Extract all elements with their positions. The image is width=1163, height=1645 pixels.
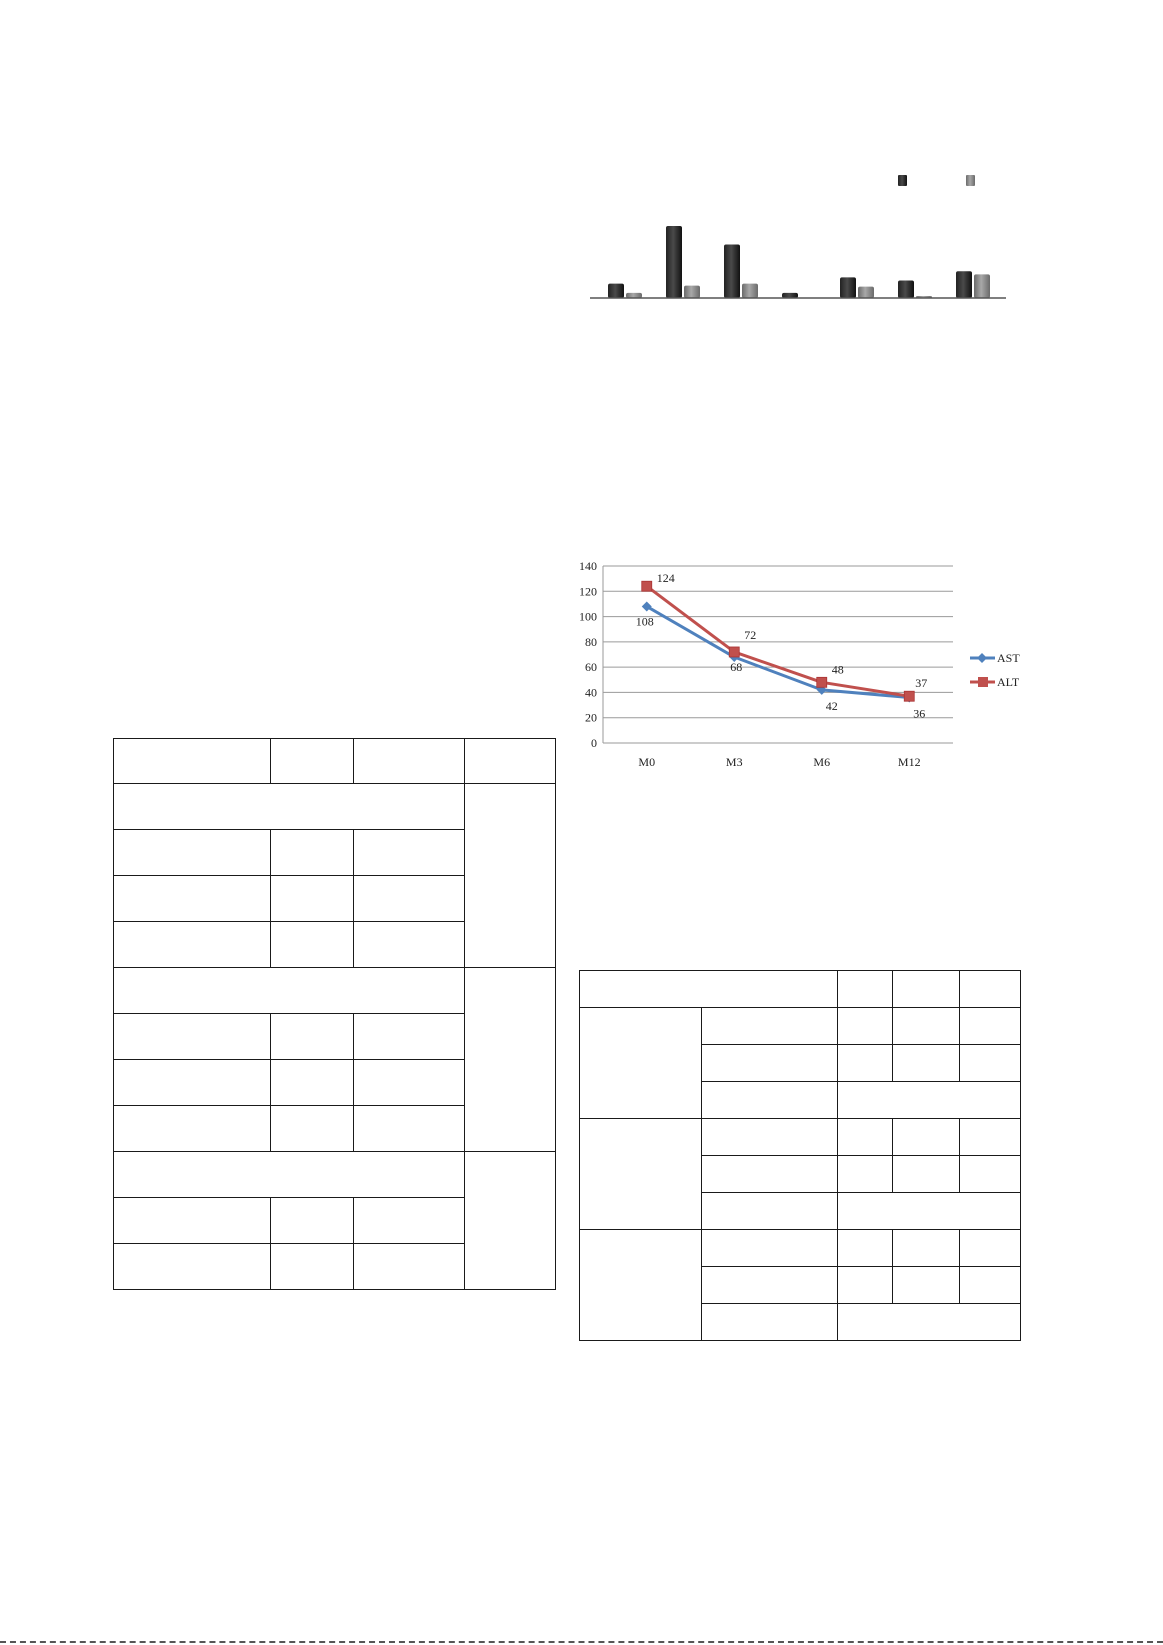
table-cell (580, 1119, 702, 1230)
page-bottom-rule (0, 1641, 1163, 1643)
bar (666, 226, 682, 298)
table-cell (114, 830, 271, 876)
table-cell (114, 739, 271, 784)
legend-label: ALT (997, 675, 1020, 689)
bar (724, 245, 740, 298)
y-tick-label: 80 (585, 634, 597, 649)
line-chart (555, 550, 1035, 775)
table-cell (271, 1060, 354, 1106)
y-tick-label: 60 (585, 660, 597, 675)
table-cell (838, 1193, 1021, 1230)
table-cell (271, 1198, 354, 1244)
table-cell (702, 1008, 838, 1045)
table-cell (354, 1060, 465, 1106)
table-cell (580, 971, 838, 1008)
x-tick-label: M6 (813, 755, 831, 769)
table-cell (838, 1008, 893, 1045)
table-cell (838, 1082, 1021, 1119)
legend-marker (978, 677, 988, 687)
table-cell (838, 1304, 1021, 1341)
table-cell (114, 1244, 271, 1290)
table-cell (354, 1244, 465, 1290)
y-tick-label: 40 (585, 685, 597, 700)
table-cell (838, 1230, 893, 1267)
table-cell (838, 1119, 893, 1156)
bar (956, 271, 972, 298)
y-tick-label: 20 (585, 710, 597, 725)
table-cell (893, 1267, 960, 1304)
table-cell (114, 1060, 271, 1106)
table-cell (838, 1267, 893, 1304)
bar (782, 293, 798, 298)
table-cell (271, 1244, 354, 1290)
legend-swatch (898, 175, 907, 186)
table-row (580, 1008, 1021, 1045)
table-cell (702, 1045, 838, 1082)
table-cell (838, 1156, 893, 1193)
y-tick-label: 100 (579, 609, 597, 624)
bar-chart (560, 160, 1020, 310)
data-label: 72 (744, 627, 757, 642)
data-label: 36 (913, 706, 926, 721)
data-point (729, 647, 739, 657)
table-cell (702, 1156, 838, 1193)
table-cell (960, 1156, 1021, 1193)
table-cell (465, 784, 556, 968)
table-cell (114, 1106, 271, 1152)
table-cell (465, 739, 556, 784)
table-cell (114, 784, 465, 830)
table-row (114, 784, 556, 830)
table-cell (271, 830, 354, 876)
table-cell (893, 1230, 960, 1267)
legend-swatch (966, 175, 975, 186)
table-row (580, 971, 1021, 1008)
table-cell (271, 739, 354, 784)
table-cell (580, 1230, 702, 1341)
table-cell (893, 1008, 960, 1045)
table-cell (960, 1119, 1021, 1156)
y-tick-label: 140 (579, 559, 597, 573)
table-cell (354, 1014, 465, 1060)
bar (840, 277, 856, 298)
data-label: 37 (915, 676, 928, 691)
table-cell (702, 1230, 838, 1267)
series-line-alt (647, 586, 910, 696)
table-cell (271, 1106, 354, 1152)
data-point (642, 581, 652, 591)
table-cell (114, 876, 271, 922)
table-cell (580, 1008, 702, 1119)
table-cell (702, 1119, 838, 1156)
bar (974, 274, 990, 298)
table-cell (271, 876, 354, 922)
table-cell (114, 1198, 271, 1244)
table-row (580, 1119, 1021, 1156)
table-cell (702, 1304, 838, 1341)
table-cell (114, 922, 271, 968)
bar (626, 293, 642, 298)
table-cell (702, 1267, 838, 1304)
table-cell (893, 1045, 960, 1082)
data-label: 108 (635, 614, 654, 629)
table-cell (114, 1014, 271, 1060)
table-cell (354, 739, 465, 784)
left-table (113, 738, 556, 1290)
right-table (579, 970, 1021, 1341)
table-cell (465, 968, 556, 1152)
series-line-ast (647, 606, 910, 697)
legend-marker (977, 653, 987, 663)
legend-label: AST (997, 651, 1020, 665)
bar (684, 286, 700, 298)
data-point (817, 677, 827, 687)
table-cell (354, 922, 465, 968)
table-row (114, 968, 556, 1014)
x-tick-label: M0 (638, 755, 656, 769)
table-cell (960, 1008, 1021, 1045)
table-row (114, 739, 556, 784)
data-label: 68 (730, 660, 743, 675)
bar (608, 284, 624, 298)
table-cell (838, 1045, 893, 1082)
table-cell (893, 1119, 960, 1156)
table-cell (354, 830, 465, 876)
data-point (904, 691, 914, 701)
y-tick-label: 0 (591, 736, 597, 750)
x-tick-label: M12 (897, 755, 921, 769)
table-cell (893, 1156, 960, 1193)
table-cell (960, 1267, 1021, 1304)
table-row (580, 1230, 1021, 1267)
table-cell (354, 876, 465, 922)
table-cell (271, 922, 354, 968)
table-row (114, 1152, 556, 1198)
bar (858, 287, 874, 298)
table-cell (838, 971, 893, 1008)
table-cell (354, 1198, 465, 1244)
table-cell (271, 1014, 354, 1060)
table-cell (702, 1193, 838, 1230)
table-cell (960, 1230, 1021, 1267)
table-cell (960, 1045, 1021, 1082)
table-cell (702, 1082, 838, 1119)
data-label: 42 (825, 698, 838, 713)
table-cell (114, 968, 465, 1014)
x-tick-label: M3 (725, 755, 743, 769)
y-tick-label: 120 (579, 584, 597, 599)
bar (742, 284, 758, 298)
table-cell (465, 1152, 556, 1290)
bar (898, 281, 914, 298)
data-label: 124 (656, 571, 675, 586)
table-cell (114, 1152, 465, 1198)
table-cell (960, 971, 1021, 1008)
data-label: 48 (831, 662, 844, 677)
table-cell (893, 971, 960, 1008)
table-cell (354, 1106, 465, 1152)
